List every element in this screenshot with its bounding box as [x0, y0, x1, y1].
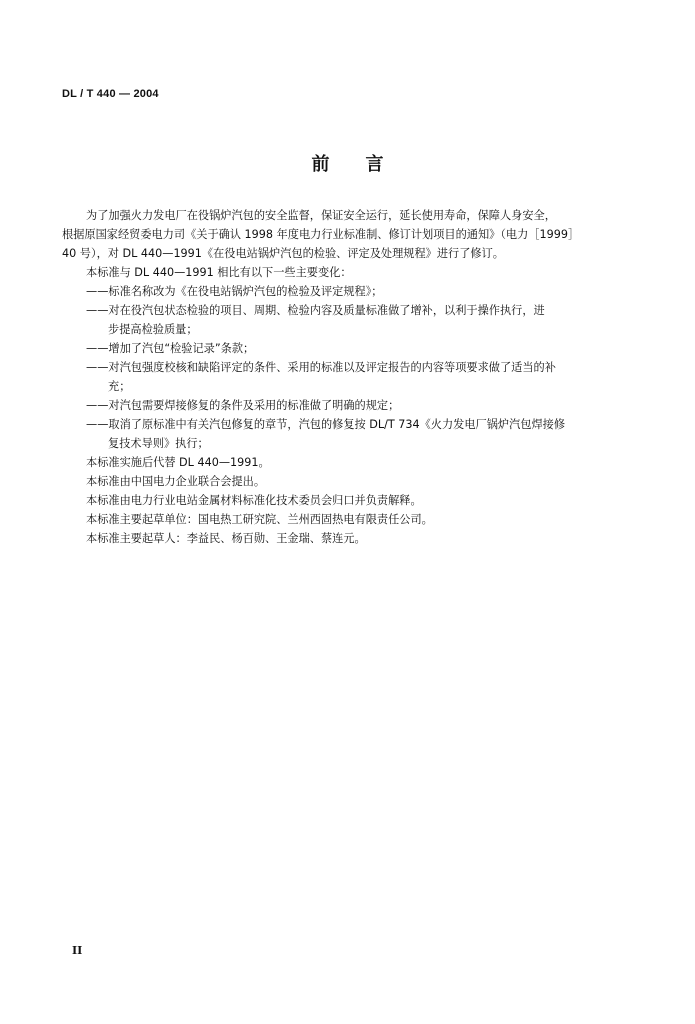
change-item-1: ——标准名称改为《在役电站锅炉汽包的检验及评定规程》； [86, 285, 383, 298]
paragraph-intro-line-2: 根据原国家经贸委电力司《关于确认 1998 年度电力行业标准制、修订计划项目的通知》（电力［1999］ [62, 228, 580, 241]
paragraph-intro-line-1: 为了加强火力发电厂在役锅炉汽包的安全监督，保证安全运行，延长使用寿命，保障人身安全， [86, 209, 556, 222]
change-item-2-line-1: ——对在役汽包状态检验的项目、周期、检验内容及质量标准做了增补，以利于操作执行，进 [86, 304, 545, 317]
paragraph-proposed-by: 本标准由中国电力企业联合会提出。 [86, 475, 266, 488]
page-number: II [72, 944, 83, 957]
standard-code-header: DL / T 440 — 2004 [62, 88, 159, 100]
paragraph-intro-line-3: 40 号），对 DL 440—1991《在役电站锅炉汽包的检验、评定及处理规程》进行了修订。 [62, 247, 504, 260]
paragraph-changes-lead: 本标准与 DL 440—1991 相比有以下一些主要变化： [86, 266, 352, 279]
page-title: 前言 [311, 154, 420, 175]
change-item-6-line-1: ——取消了原标准中有关汽包修复的章节，汽包的修复按 DL/T 734《火力发电厂锅炉汽包焊接修 [86, 418, 566, 431]
change-item-4-line-1: ——对汽包强度校核和缺陷评定的条件、采用的标准以及评定报告的内容等项要求做了适当的补 [86, 361, 556, 374]
paragraph-replaces: 本标准实施后代替 DL 440—1991。 [86, 456, 270, 469]
change-item-4-line-2: 充； [108, 380, 131, 393]
preface-body [62, 206, 648, 548]
paragraph-drafters: 本标准主要起草人：李益民、杨百勋、王金瑞、蔡连元。 [86, 532, 366, 545]
change-item-6-line-2: 复技术导则》执行； [108, 437, 209, 450]
change-item-2-line-2: 步提高检验质量； [108, 323, 198, 336]
paragraph-responsible: 本标准由电力行业电站金属材料标准化技术委员会归口并负责解释。 [86, 494, 422, 507]
change-item-3: ——增加了汽包“检验记录”条款； [86, 342, 255, 355]
paragraph-drafting-units: 本标准主要起草单位：国电热工研究院、兰州西固热电有限责任公司。 [86, 513, 433, 526]
change-item-5: ——对汽包需要焊接修复的条件及采用的标准做了明确的规定； [86, 399, 400, 412]
